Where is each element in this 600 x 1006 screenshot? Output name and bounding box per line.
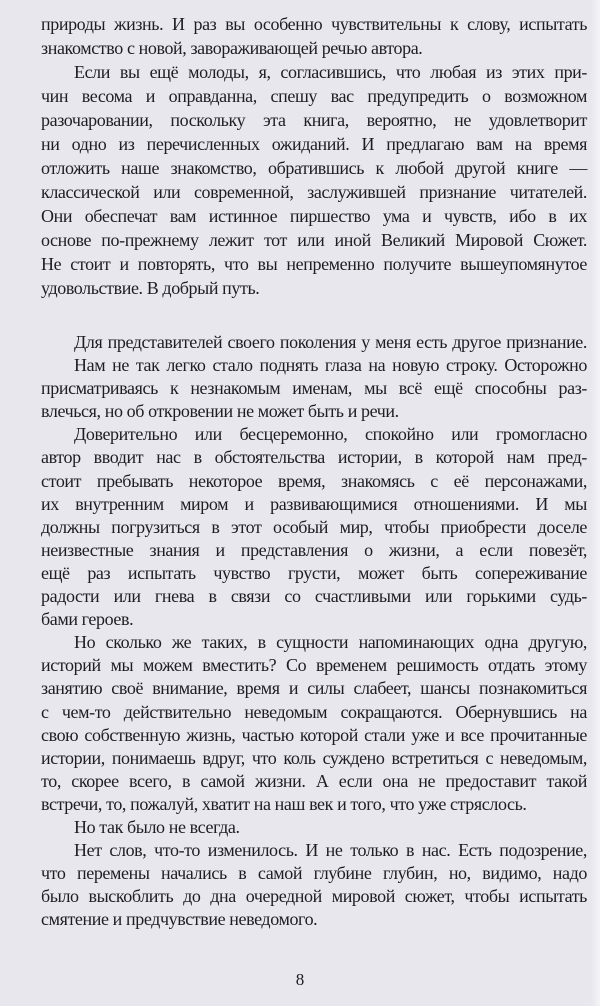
text-line: смятение и предчувствие неведомого. xyxy=(41,909,318,930)
text-line: свою собственную жизнь, частью которой стали уже и все прочитанные xyxy=(41,724,587,745)
text-line: Нам не так легко стало поднять глаза на новую строку. Осторожно xyxy=(74,355,587,376)
text-line: должны погрузиться в этот особый мир, чтобы приобрести доселе xyxy=(41,516,587,537)
text-line: неизвестные знания и представления о жизни, а если повезёт, xyxy=(41,539,587,560)
text-line: стоит пребывать некоторое время, знакомясь с её персонажами, xyxy=(41,470,587,491)
text-block-main xyxy=(41,331,587,931)
text-line: было выскоблить до дна очередной мировой сюжет, чтобы испытать xyxy=(41,886,587,907)
text-line: Но так было не всегда. xyxy=(74,816,240,837)
text-block-top xyxy=(41,12,587,300)
text-line: удовольствие. В добрый путь. xyxy=(41,278,260,298)
text-line: встречи, то, пожалуй, хватит на наш век и того, что уже стряслось. xyxy=(41,793,527,814)
text-line: присматриваясь к незнакомым именам, мы всё ещё способны раз- xyxy=(41,378,587,399)
text-line: Доверительно или бесцеремонно, спокойно или громогласно xyxy=(74,424,587,445)
text-line: их внутренним миром и развивающимися отношениями. И мы xyxy=(41,493,587,514)
text-line: влечься, но об откровении не может быть и речи. xyxy=(41,401,399,422)
text-line: Они обеспечат вам истинное пиршество ума и чувств, ибо в их xyxy=(41,206,587,226)
text-line: Но сколько же таких, в сущности напоминающих одна другую, xyxy=(74,632,587,653)
text-line: ещё раз испытать чувство грусти, может быть сопереживание xyxy=(41,562,587,583)
text-line: основе по-прежнему лежит тот или иной Великий Мировой Сюжет. xyxy=(41,230,587,250)
text-line: Для представителей своего поколения у меня есть другое признание. xyxy=(74,332,587,352)
text-line: Не стоит и повторять, что вы непременно получите вышеупомянутое xyxy=(41,254,587,274)
text-line: с чем-то действительно неведомым сокращаются. Обернувшись на xyxy=(41,701,587,722)
text-line: автор вводит нас в обстоятельства истории, в которой нам пред- xyxy=(41,447,587,468)
page-edge xyxy=(591,0,600,1006)
text-line: чин весома и оправданна, спешу вас предупредить о возможном xyxy=(41,86,587,106)
text-line: Нет слов, что-то изменилось. И не только в нас. Есть подозрение, xyxy=(74,840,587,861)
text-line: отложить наше знакомство, обратившись к любой другой книге — xyxy=(41,158,587,178)
text-line: знакомство с новой, завораживающей речью автора. xyxy=(41,38,423,58)
text-line: то, скорее всего, в самой жизни. А если она не предоставит такой xyxy=(41,770,587,791)
text-line: историй мы можем вместить? Со временем решимость отдать этому xyxy=(41,655,587,676)
text-line: что перемены начались в самой глубине глубин, но, видимо, надо xyxy=(41,863,587,884)
page-number: 8 xyxy=(295,970,305,989)
text-line: занятию своё внимание, время и силы слабеет, шансы познакомиться xyxy=(41,678,587,699)
text-line: природы жизнь. И раз вы особенно чувствительны к слову, испытать xyxy=(41,14,587,34)
text-line: Если вы ещё молоды, я, согласившись, что любая из этих при- xyxy=(74,62,587,82)
text-line: ни одно из перечисленных ожиданий. И предлагаю вам на время xyxy=(41,134,587,154)
text-line: истории, понимаешь вдруг, что коль суждено встретиться с неведомым, xyxy=(41,747,587,768)
text-line: классической или современной, заслужившей признание читателей. xyxy=(41,182,587,202)
text-line: разочаровании, поскольку эта книга, вероятно, не удовлетворит xyxy=(41,110,587,130)
text-line: радости или гнева в связи со счастливыми или горькими судь- xyxy=(41,586,587,607)
text-line: бами героев. xyxy=(41,609,134,630)
